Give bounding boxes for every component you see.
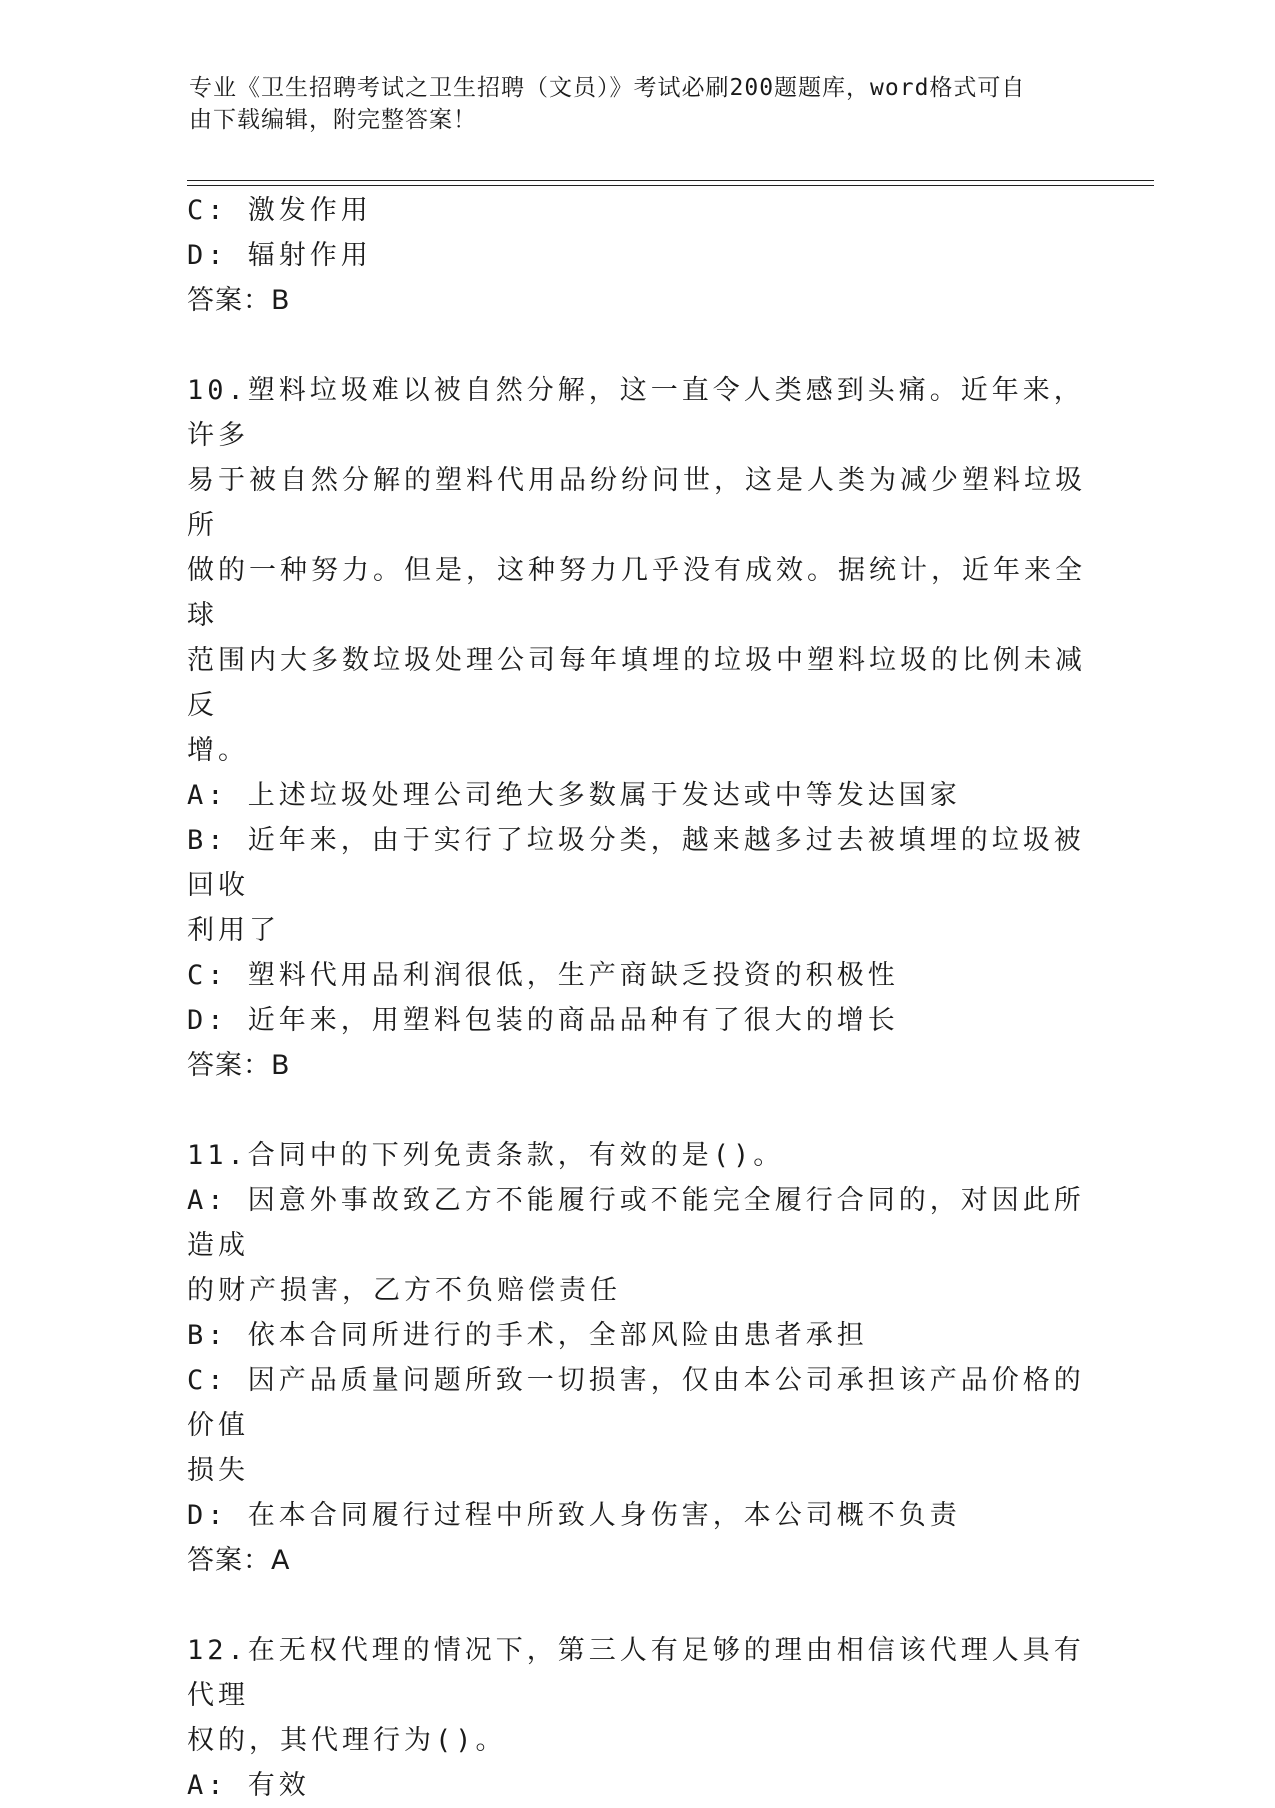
question-9-tail — [187, 188, 1087, 323]
header-line-1: 专业《卫生招聘考试之卫生招聘（文员）》考试必刷200题题库，word格式可自 — [189, 75, 1026, 101]
option-b-line: 利用了 — [187, 915, 280, 946]
question-stem-line: 12.在无权代理的情况下，第三人有足够的理由相信该代理人具有代理 — [187, 1635, 1085, 1711]
spacer — [187, 1088, 1087, 1133]
question-10 — [187, 368, 1087, 1088]
answer-line: 答案：B — [187, 285, 291, 316]
document-header — [189, 72, 1089, 136]
header-divider-bottom — [187, 185, 1154, 186]
question-12 — [187, 1628, 1087, 1808]
spacer — [187, 1583, 1087, 1628]
spacer — [187, 323, 1087, 368]
question-stem-line: 10.塑料垃圾难以被自然分解，这一直令人类感到头痛。近年来，许多 — [187, 375, 1085, 451]
option-a-line: A: 因意外事故致乙方不能履行或不能完全履行合同的，对因此所造成 — [187, 1185, 1085, 1261]
question-stem-line: 范围内大多数垃圾处理公司每年填埋的垃圾中塑料垃圾的比例未减反 — [187, 645, 1086, 721]
option-c: C: 激发作用 — [187, 195, 372, 226]
question-11 — [187, 1133, 1087, 1583]
question-stem-line: 11.合同中的下列免责条款，有效的是()。 — [187, 1140, 785, 1171]
header-divider-top — [187, 180, 1154, 181]
option-b: B: 依本合同所进行的手术，全部风险由患者承担 — [187, 1320, 868, 1351]
option-a: A: 有效 — [187, 1770, 310, 1801]
option-c: C: 塑料代用品利润很低，生产商缺乏投资的积极性 — [187, 960, 899, 991]
question-stem-line: 易于被自然分解的塑料代用品纷纷问世，这是人类为减少塑料垃圾所 — [187, 465, 1086, 541]
answer-line: 答案：A — [187, 1545, 291, 1576]
option-a: A: 上述垃圾处理公司绝大多数属于发达或中等发达国家 — [187, 780, 961, 811]
answer-line: 答案：B — [187, 1050, 291, 1081]
question-stem-line: 权的，其代理行为()。 — [187, 1725, 507, 1756]
document-body — [187, 188, 1087, 1808]
header-line-2: 由下载编辑，附完整答案！ — [189, 107, 477, 133]
option-c-line: C: 因产品质量问题所致一切损害，仅由本公司承担该产品价格的价值 — [187, 1365, 1085, 1441]
option-a-line: 的财产损害，乙方不负赔偿责任 — [187, 1275, 621, 1306]
question-stem-line: 做的一种努力。但是，这种努力几乎没有成效。据统计，近年来全球 — [187, 555, 1086, 631]
option-d: D: 辐射作用 — [187, 240, 372, 271]
question-stem-line: 增。 — [187, 735, 249, 766]
option-d: D: 在本合同履行过程中所致人身伤害，本公司概不负责 — [187, 1500, 961, 1531]
option-b-line: B: 近年来，由于实行了垃圾分类，越来越多过去被填埋的垃圾被回收 — [187, 825, 1085, 901]
option-d: D: 近年来，用塑料包装的商品品种有了很大的增长 — [187, 1005, 899, 1036]
option-c-line: 损失 — [187, 1455, 249, 1486]
